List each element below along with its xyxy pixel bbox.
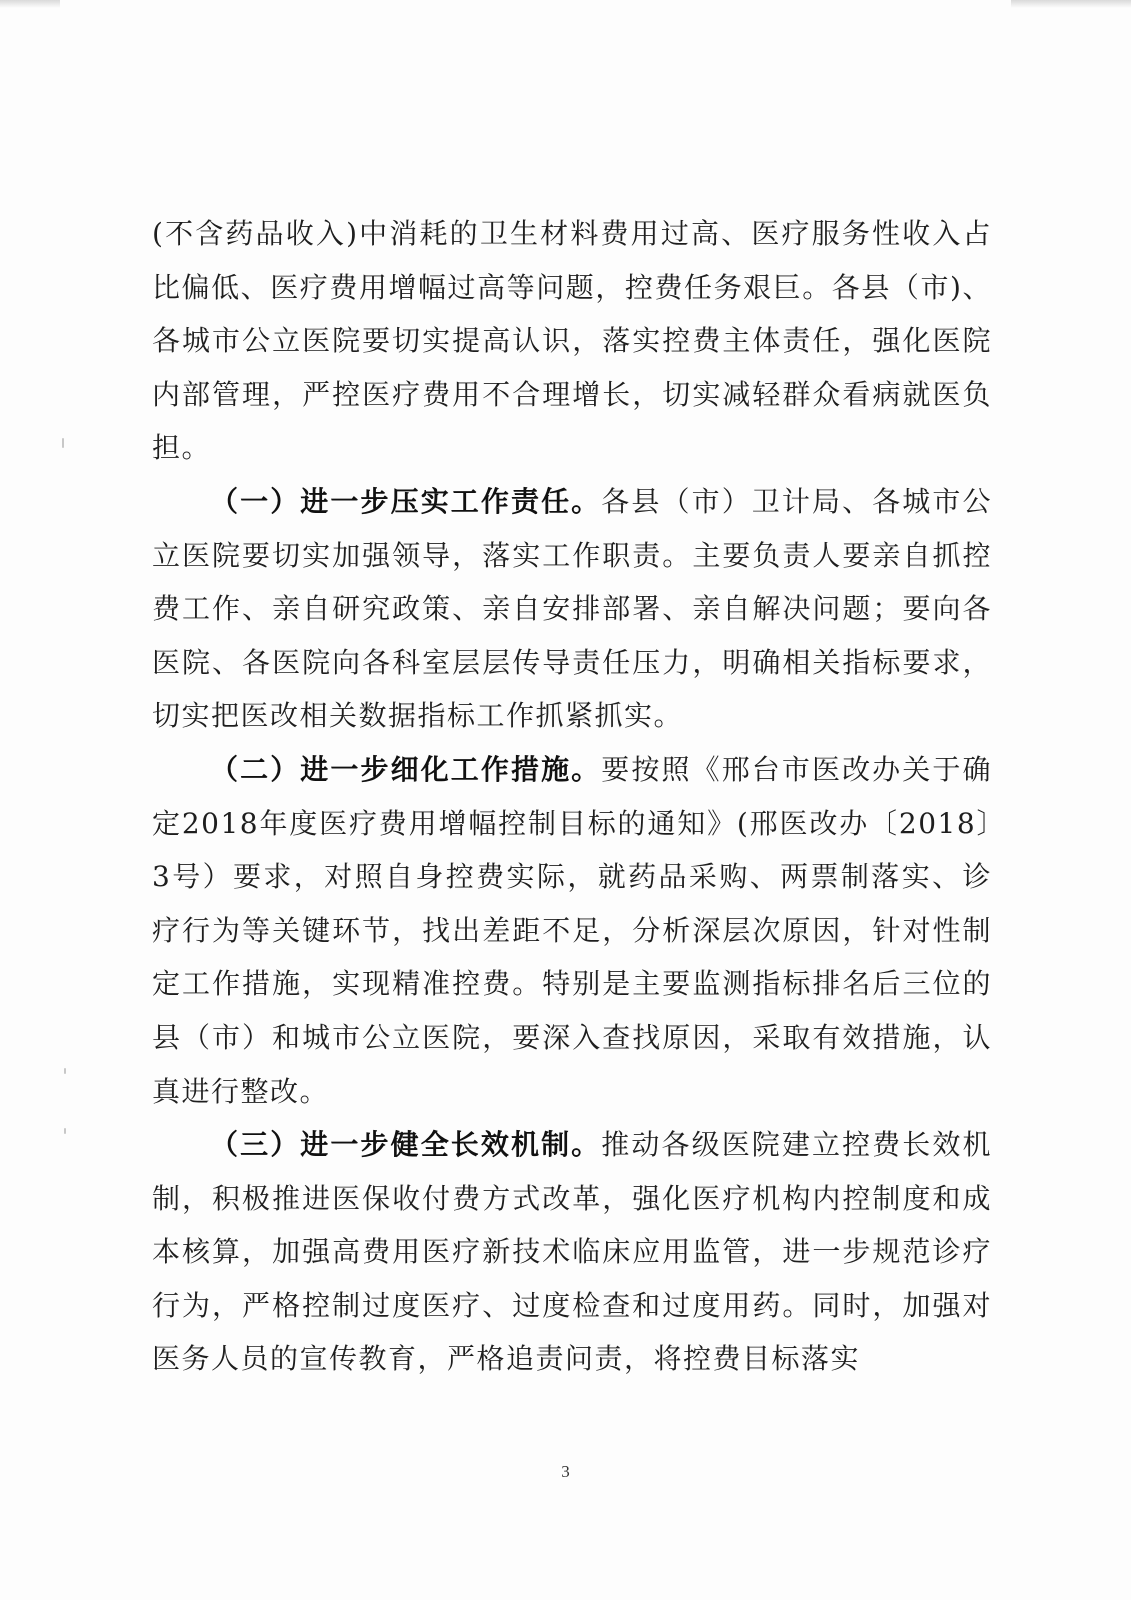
paragraph-intro-continuation: [152, 207, 992, 475]
section-heading: （三）进一步健全长效机制。: [210, 1128, 602, 1162]
document-body: [152, 207, 992, 1386]
page-number: 3: [561, 1462, 570, 1481]
paragraph-text: 要按照《邢台市医改办关于确定2018年度医疗费用增幅控制目标的通知》(邢医改办〔2018〕3号）要求，对照自身控费实际，就药品采购、两票制落实、诊疗行为等关键环节，找出差距不足，分析深层次原因，针对性制定工作措施，实现精准控费。特别是主要监测指标排名后三位的县（市）和城市公立医院，要深入查找原因，采取有效措施，认真进行整改。: [152, 752, 992, 1108]
scan-speck: [62, 438, 64, 448]
section-heading: （一）进一步压实工作责任。: [210, 484, 602, 518]
scan-speck: [64, 1068, 66, 1074]
paragraph-text: (不含药品收入)中消耗的卫生材料费用过高、医疗服务性收入占比偏低、医疗费用增幅过高等问题，控费任务艰巨。各县（市)、各城市公立医院要切实提高认识，落实控费主体责任，强化医院内部管理，严控医疗费用不合理增长，切实减轻群众看病就医负担。: [152, 217, 992, 465]
scan-speck: [64, 1128, 66, 1134]
scan-shadow-left: [0, 0, 60, 8]
paragraph-section-2: [152, 743, 992, 1118]
paragraph-text: 各县（市）卫计局、各城市公立医院要切实加强领导，落实工作职责。主要负责人要亲自抓控费工作、亲自研究政策、亲自安排部署、亲自解决问题；要向各医院、各医院向各科室层层传导责任压力，明确相关指标要求，切实把医改相关数据指标工作抓紧抓实。: [152, 484, 992, 733]
section-heading: （二）进一步细化工作措施。: [210, 752, 602, 786]
paragraph-section-1: [152, 475, 992, 743]
scan-shadow-right: [1011, 0, 1131, 8]
paragraph-section-3: [152, 1118, 992, 1386]
paragraph-text: 推动各级医院建立控费长效机制，积极推进医保收付费方式改革，强化医疗机构内控制度和成本核算，加强高费用医疗新技术临床应用监管，进一步规范诊疗行为，严格控制过度医疗、过度检查和过度用药。同时，加强对医务人员的宣传教育，严格追责问责，将控费目标落实: [152, 1128, 992, 1376]
